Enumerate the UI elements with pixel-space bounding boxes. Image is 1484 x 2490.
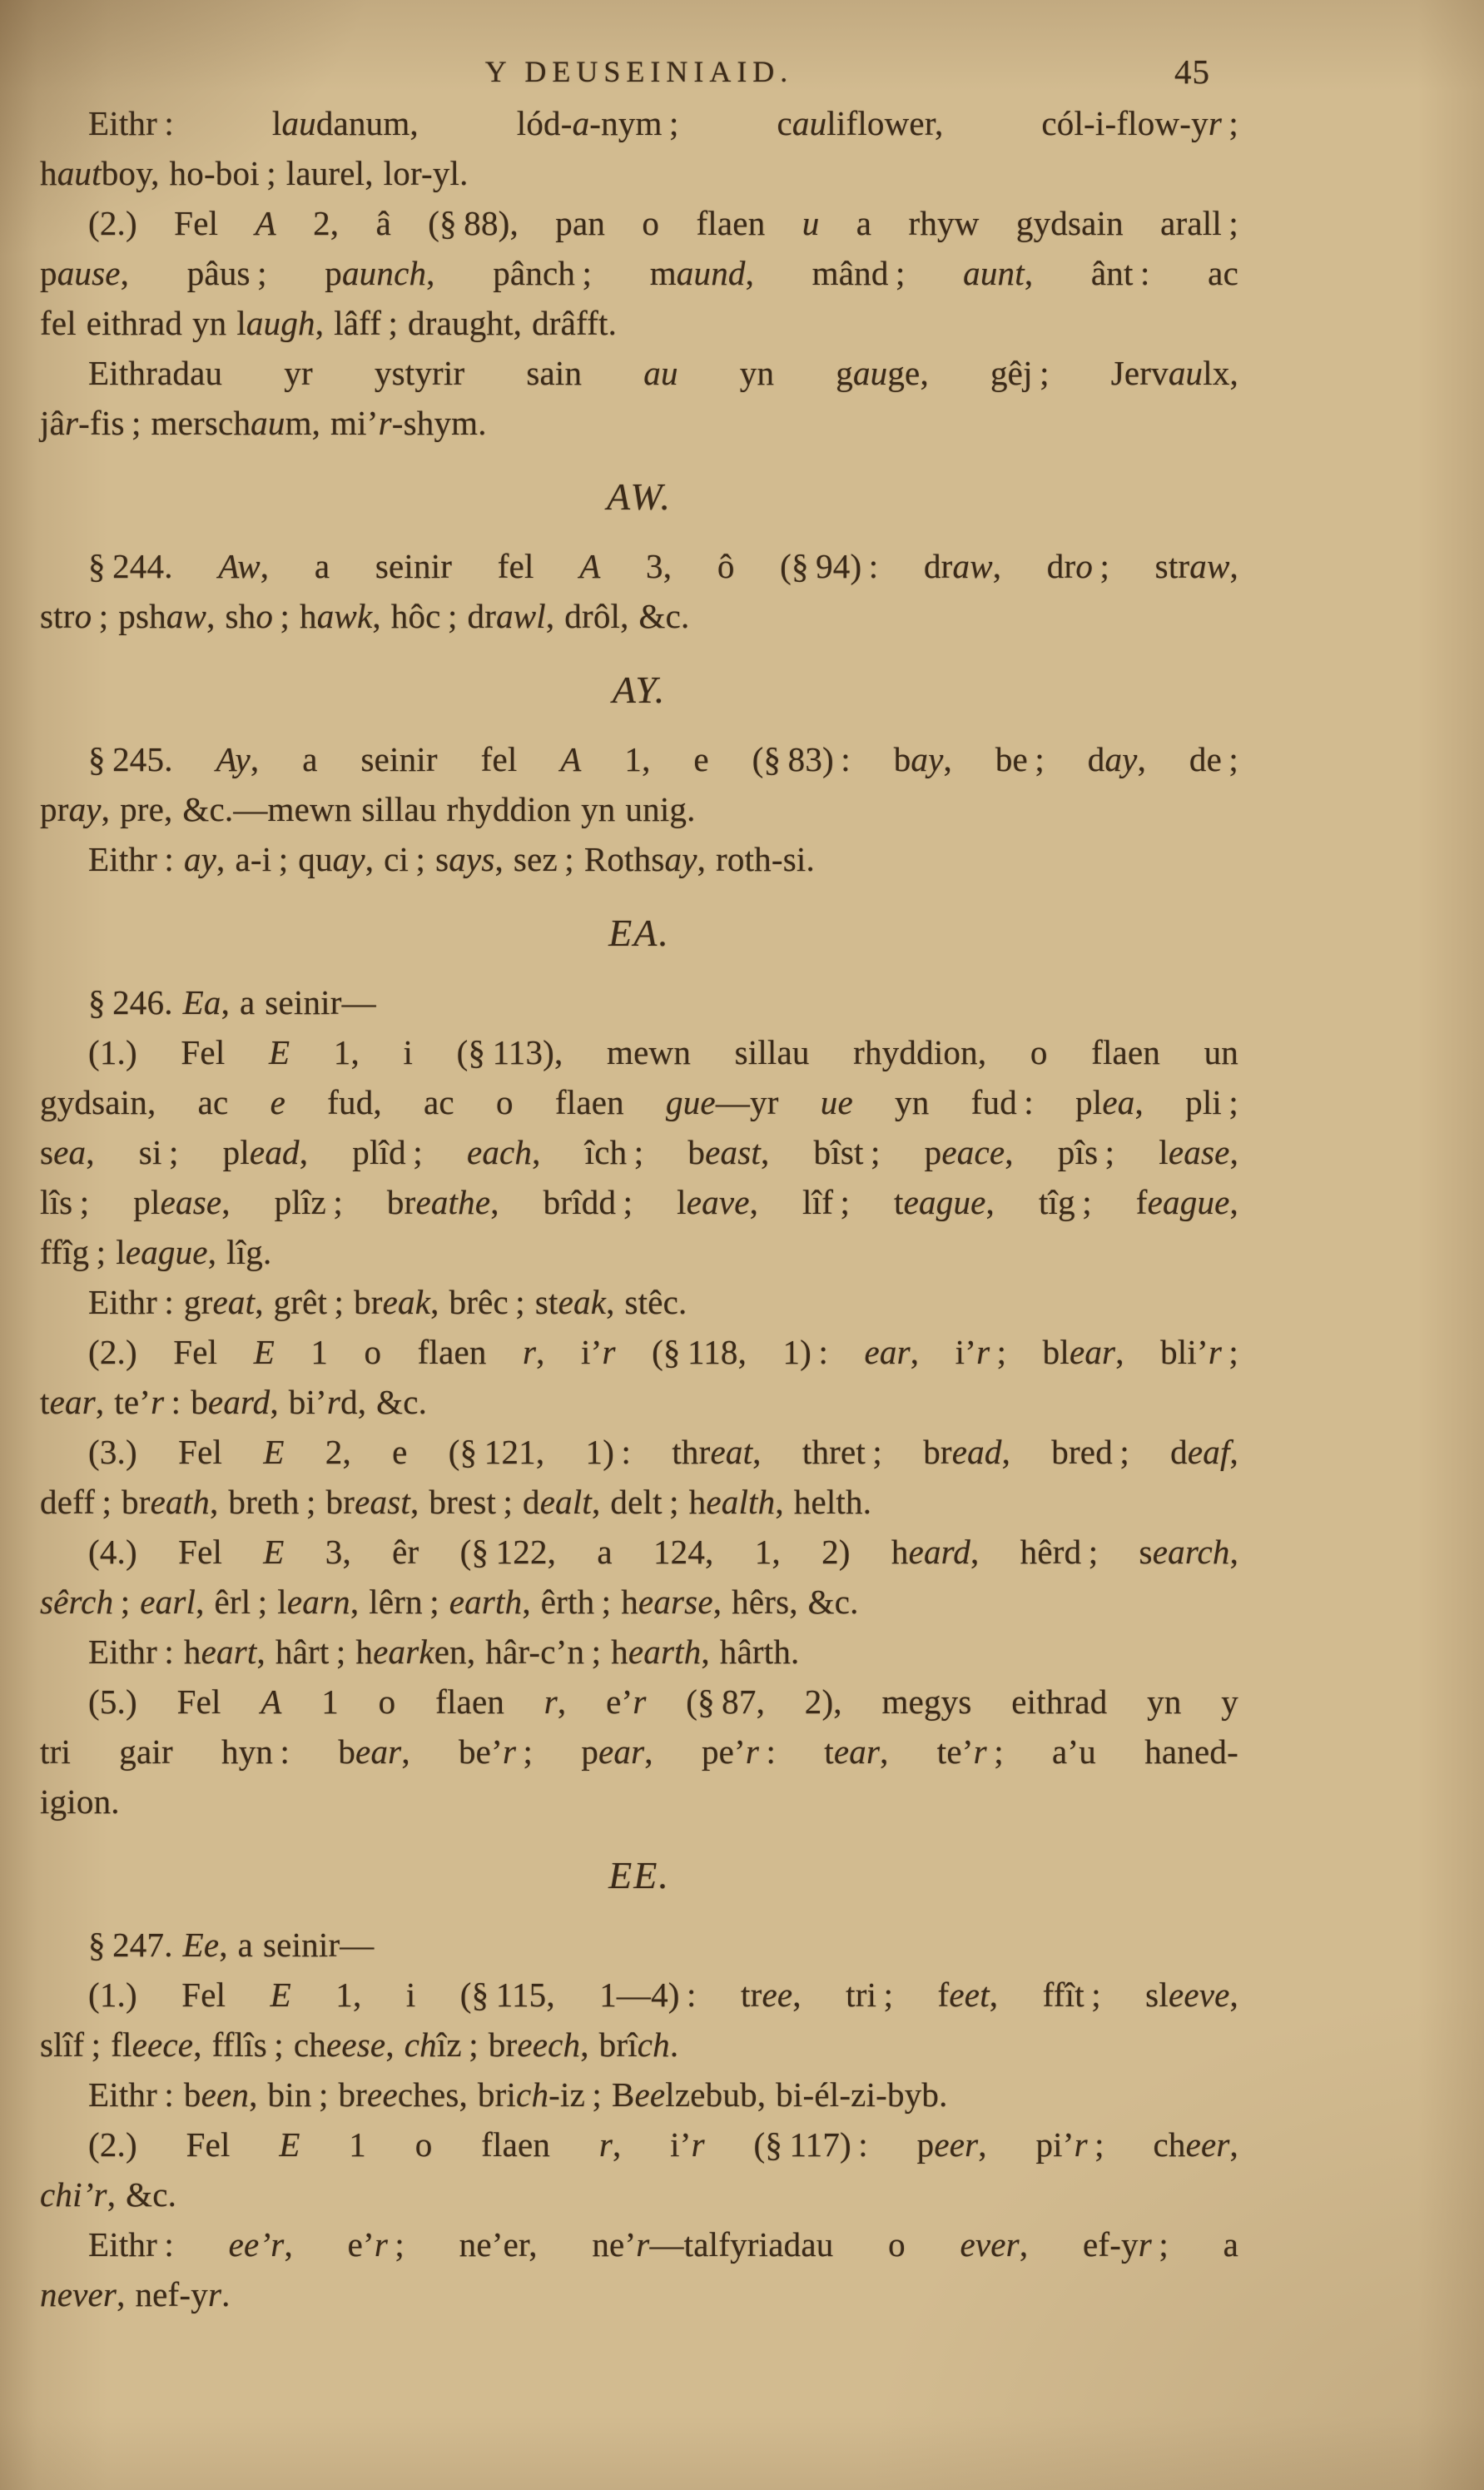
text-line: Eithr : great, grêt ; break, brêc ; steak, stêc. <box>88 1283 687 1321</box>
text-line: § 245. Ay, a seinir fel A 1, e (§ 83) : bay, be ; day, de ; <box>88 740 1238 778</box>
text-line: (2.) Fel A 2, â (§ 88), pan o flaen u a rhyw gydsain arall ; <box>88 204 1238 242</box>
text-line: fel eithrad yn laugh, lâff ; draught, drâfft. <box>40 304 618 342</box>
text-line: tri gair hyn : bear, be’r ; pear, pe’r : tear, te’r ; a’u haned- <box>40 1732 1238 1771</box>
text-line: sea, si ; plead, plîd ; each, îch ; beast, bîst ; peace, pîs ; lease, <box>40 1133 1239 1171</box>
page-content <box>40 98 1238 2319</box>
text-line: lîs ; please, plîz ; breathe, brîdd ; leave, lîf ; teague, tîg ; feague, <box>40 1183 1238 1221</box>
text-line: (3.) Fel E 2, e (§ 121, 1) : threat, thret ; bread, bred ; deaf, <box>88 1433 1238 1471</box>
text-line: (2.) Fel E 1 o flaen r, i’r (§ 118, 1) : ear, i’r ; blear, bli’r ; <box>88 1333 1238 1371</box>
text-line: tear, te’r : beard, bi’rd, &c. <box>40 1383 428 1421</box>
text-line: (4.) Fel E 3, êr (§ 122, a 124, 1, 2) heard, hêrd ; search, <box>88 1533 1239 1571</box>
text-line: jâr-fis ; merschaum, mi’r-shym. <box>40 404 487 442</box>
text-line: § 246. Ea, a seinir— <box>88 983 376 1021</box>
text-line: Eithr : laudanum, lód-a-nym ; cauliflower, cól-i-flow-yr ; <box>88 104 1238 142</box>
text-line: stro ; pshaw, sho ; hawk, hôc ; drawl, drôl, &c. <box>40 597 690 635</box>
text-line: ffîg ; league, lîg. <box>40 1233 272 1271</box>
text-line: gydsain, ac e fud, ac o flaen gue—yr ue yn fud : plea, pli ; <box>40 1083 1238 1121</box>
page-header <box>40 48 1238 95</box>
section-heading: EA. <box>608 912 670 954</box>
text-line: igion. <box>40 1782 120 1821</box>
section-heading: AW. <box>607 475 672 518</box>
text-line: hautboy, ho-boi ; laurel, lor-yl. <box>40 154 469 192</box>
text-line: pause, pâus ; paunch, pânch ; maund, mând ; aunt, ânt : ac <box>40 254 1238 292</box>
text-line: chi’r, &c. <box>40 2175 177 2214</box>
text-line: Eithr : heart, hârt ; hearken, hâr-c’n ; hearth, hârth. <box>88 1633 800 1671</box>
text-line: § 244. Aw, a seinir fel A 3, ô (§ 94) : draw, dro ; straw, <box>88 547 1238 585</box>
text-line: (1.) Fel E 1, i (§ 113), mewn sillau rhyddion, o flaen un <box>88 1033 1238 1071</box>
text-line: Eithr : ee’r, e’r ; ne’er, ne’r—talfyriadau o ever, ef-yr ; a <box>88 2225 1238 2264</box>
section-heading: AY. <box>612 668 667 711</box>
text-line: Eithradau yr ystyrir sain au yn gauge, gêj ; Jervaulx, <box>88 354 1238 392</box>
text-line: deff ; breath, breth ; breast, brest ; dealt, delt ; health, helth. <box>40 1483 872 1521</box>
text-line: sêrch ; earl, êrl ; learn, lêrn ; earth, êrth ; hearse, hêrs, &c. <box>40 1583 859 1621</box>
text-line: (1.) Fel E 1, i (§ 115, 1—4) : tree, tri ; feet, ffît ; sleeve, <box>88 1976 1238 2014</box>
text-line: never, nef-yr. <box>40 2275 231 2314</box>
text-line: Eithr : been, bin ; breeches, brich-iz ; Beelzebub, bi-él-zi-byb. <box>88 2075 948 2114</box>
text-line: § 247. Ee, a seinir— <box>88 1926 375 1964</box>
text-line: (5.) Fel A 1 o flaen r, e’r (§ 87, 2), megys eithrad yn y <box>88 1682 1239 1721</box>
running-title: Y DEUSEINIAID. <box>484 55 794 88</box>
text-line: Eithr : ay, a-i ; quay, ci ; says, sez ; Rothsay, roth-si. <box>88 840 815 878</box>
page-number: 45 <box>1174 52 1210 91</box>
text-line: (2.) Fel E 1 o flaen r, i’r (§ 117) : peer, pi’r ; cheer, <box>88 2125 1238 2164</box>
section-heading: EE. <box>608 1854 670 1896</box>
text-line: slîf ; fleece, fflîs ; cheese, chîz ; breech, brîch. <box>40 2025 679 2064</box>
text-line: pray, pre, &c.—mewn sillau rhyddion yn unig. <box>40 790 696 828</box>
